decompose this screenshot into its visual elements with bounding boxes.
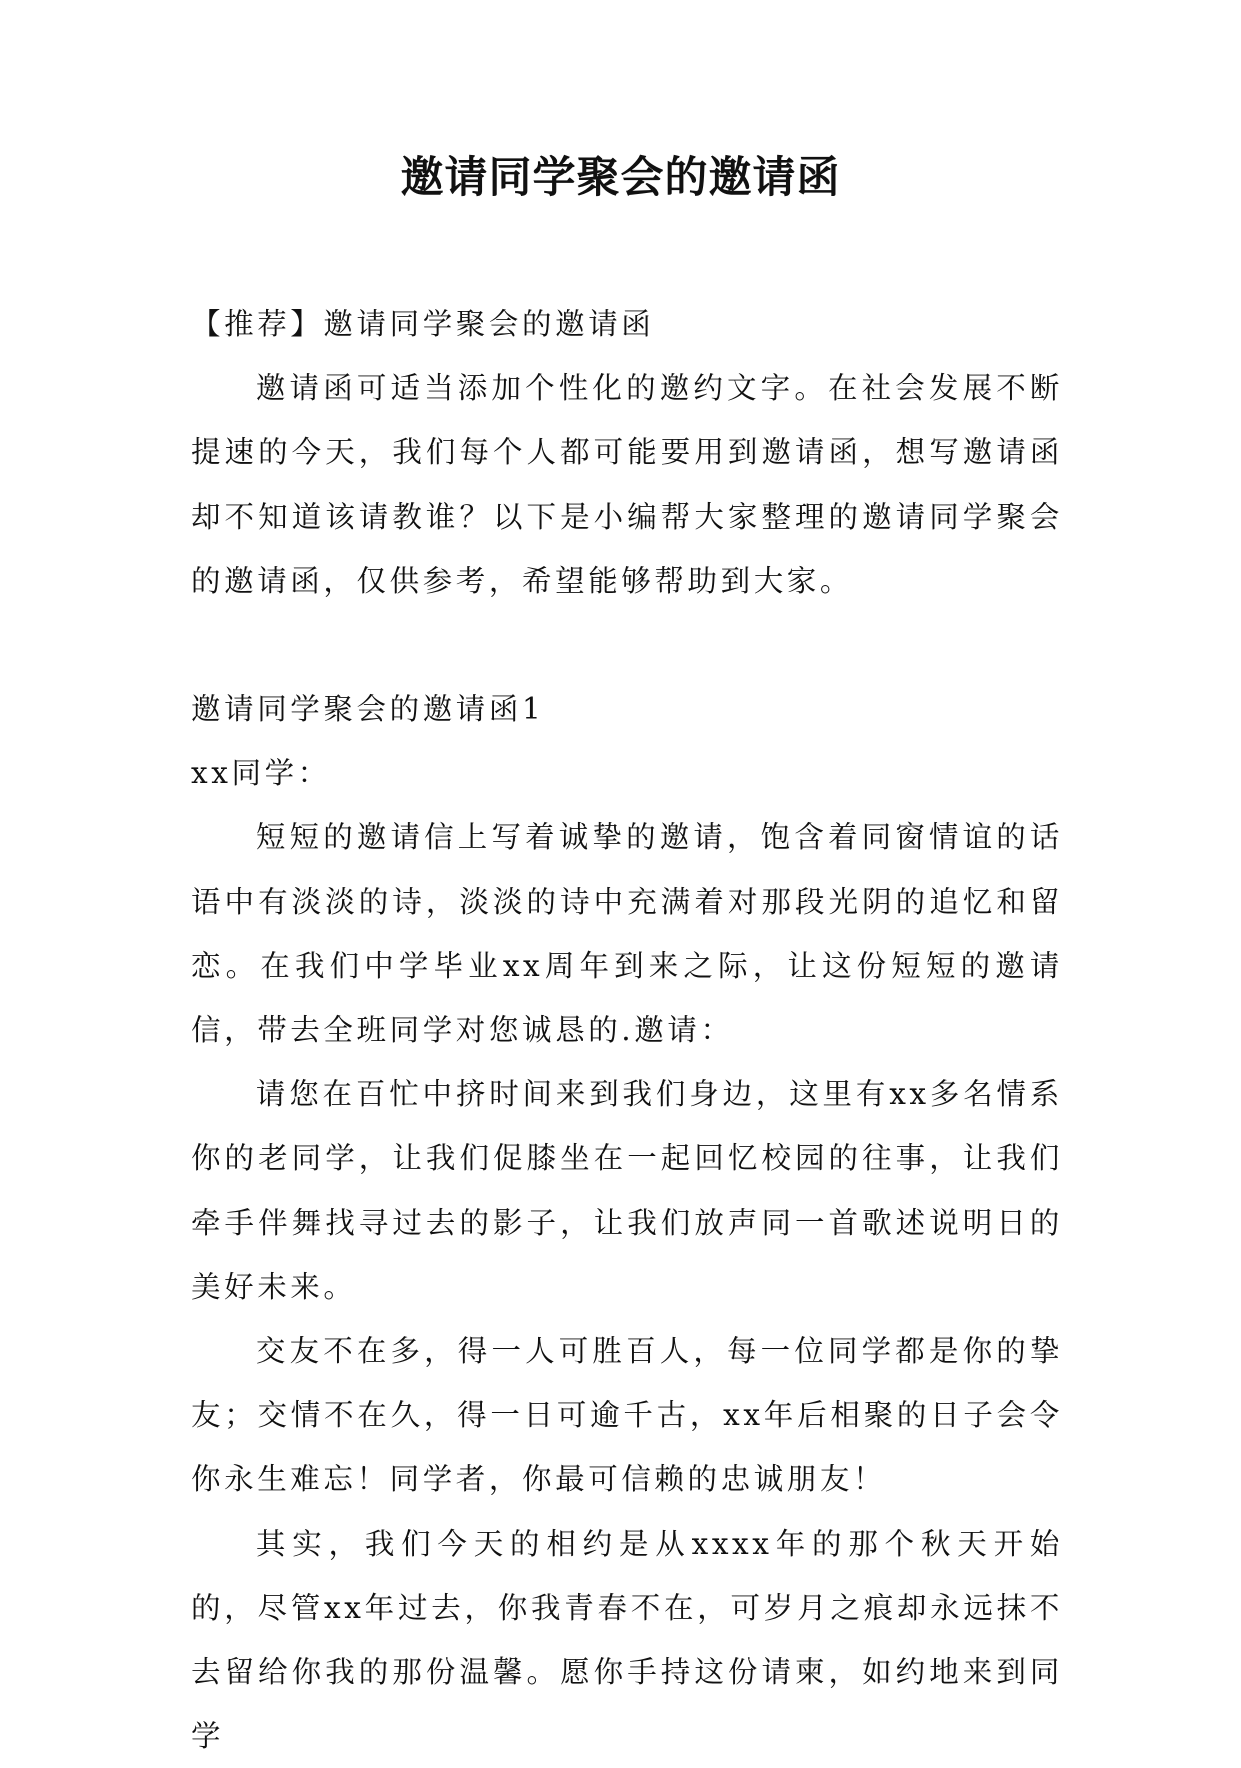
document-body: [191, 292, 1063, 1768]
paragraph-spacer: [191, 613, 1063, 677]
body-paragraph-3: 交友不在多，得一人可胜百人，每一位同学都是你的挚友；交情不在久，得一日可逾千古，xx年后相聚的日子会令你永生难忘！同学者，你最可信赖的忠诚朋友！: [191, 1334, 1063, 1497]
body-paragraph-4: 其实，我们今天的相约是从xxxx年的那个秋天开始的，尽管xx年过去，你我青春不在，可岁月之痕却永远抹不去留给你我的那份温馨。愿你手持这份请柬，如约地来到同学: [191, 1526, 1063, 1754]
document-title: 邀请同学聚会的邀请函: [400, 153, 841, 203]
body-paragraph-2: 请您在百忙中挤时间来到我们身边，这里有xx多名情系你的老同学，让我们促膝坐在一起回忆校园的往事，让我们牵手伴舞找寻过去的影子，让我们放声同一首歌述说明日的美好未来。: [191, 1077, 1063, 1304]
recommend-line: 【推荐】邀请同学聚会的邀请函: [191, 307, 655, 341]
body-paragraph-1: 短短的邀请信上写着诚挚的邀请，饱含着同窗情谊的话语中有淡淡的诗，淡淡的诗中充满着对那段光阴的追忆和留恋。在我们中学毕业xx周年到来之际，让这份短短的邀请信，带去全班同学对您诚恳的.邀请：: [191, 820, 1063, 1048]
section-heading: 邀请同学聚会的邀请函1: [191, 692, 545, 727]
intro-paragraph: 邀请函可适当添加个性化的邀约文字。在社会发展不断提速的今天，我们每个人都可能要用到邀请函，想写邀请函却不知道该请教谁？以下是小编帮大家整理的邀请同学聚会的邀请函，仅供参考，希望能够帮助到大家。: [191, 371, 1063, 598]
salutation: xx同学：: [191, 756, 331, 791]
